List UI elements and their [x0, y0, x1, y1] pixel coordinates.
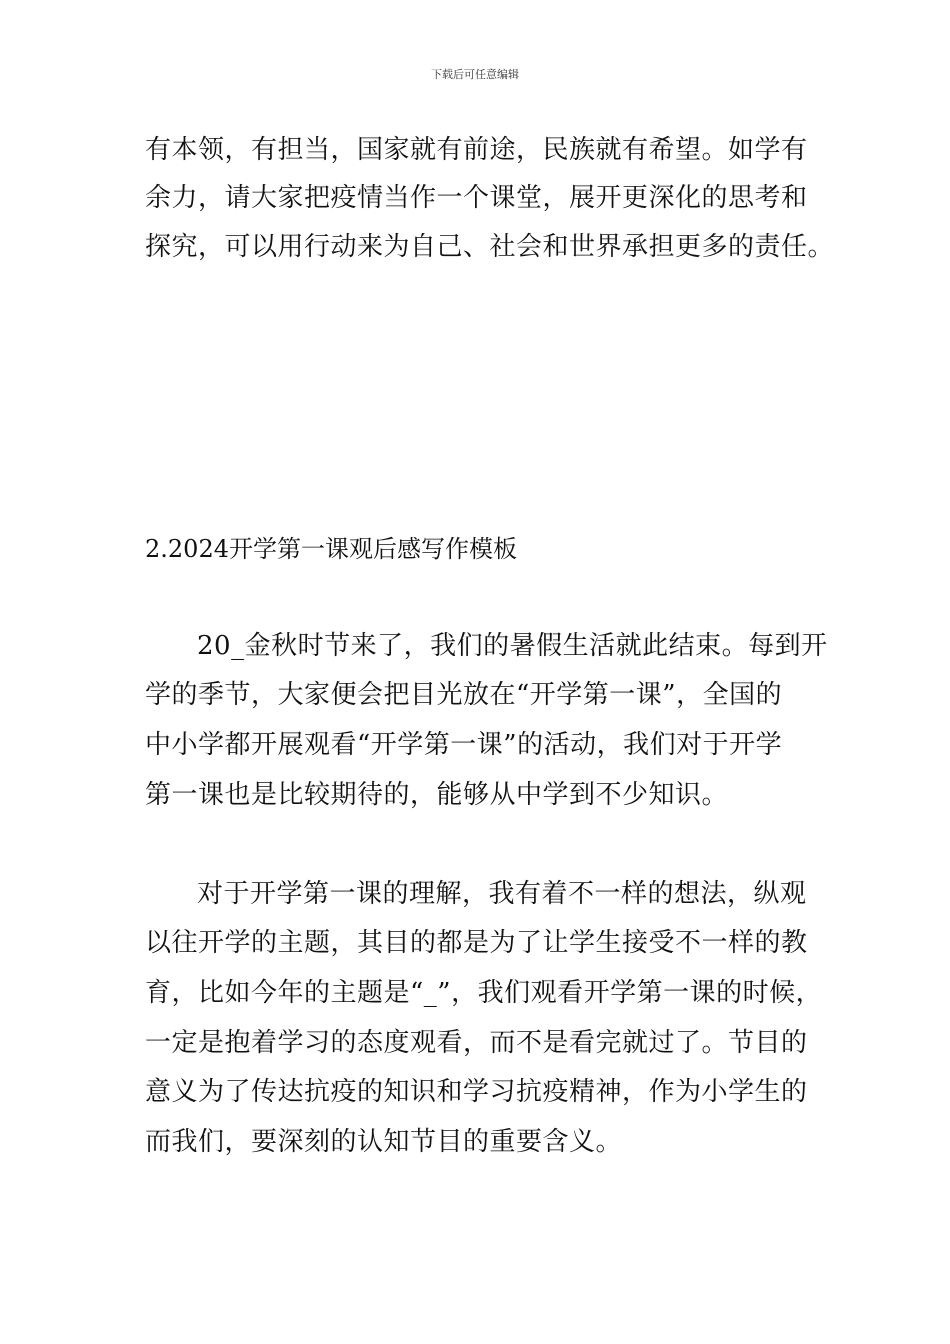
paragraph-3-line-3: 育，比如今年的主题是“_”，我们观看开学第一课的时候， [145, 978, 823, 1008]
paragraph-1-line-3: 探究，可以用行动来为自己、社会和世界承担更多的责任。 [145, 232, 835, 262]
paragraph-2-line-4: 第一课也是比较期待的，能够从中学到不少知识。 [145, 780, 729, 810]
paragraph-3-line-6: 而我们，要深刻的认知节目的重要含义。 [145, 1127, 623, 1157]
paragraph-3-line-5: 意义为了传达抗疫的知识和学习抗疫精神，作为小学生的 [145, 1077, 808, 1107]
paragraph-1-line-1: 有本领，有担当，国家就有前途，民族就有希望。如学有 [145, 135, 808, 165]
paragraph-3-line-4: 一定是抱着学习的态度观看，而不是看完就过了。节目的 [145, 1028, 808, 1058]
paragraph-3-line-2: 以往开学的主题，其目的都是为了让学生接受不一样的教 [145, 928, 808, 958]
paragraph-2-line-3: 中小学都开展观看“开学第一课”的活动，我们对于开学 [145, 730, 783, 760]
paragraph-1-line-2: 余力，请大家把疫情当作一个课堂，展开更深化的思考和 [145, 183, 808, 213]
paragraph-3-line-1: 对于开学第一课的理解，我有着不一样的想法，纵观 [197, 879, 807, 909]
paragraph-2-line-1: 20_金秋时节来了，我们的暑假生活就此结束。每到开 [197, 631, 828, 661]
page-header-note: 下载后可任意编辑 [431, 68, 519, 81]
paragraph-2-line-2: 学的季节，大家便会把目光放在“开学第一课”，全国的 [145, 680, 783, 710]
section-heading: 2.2024开学第一课观后感写作模板 [145, 535, 517, 563]
